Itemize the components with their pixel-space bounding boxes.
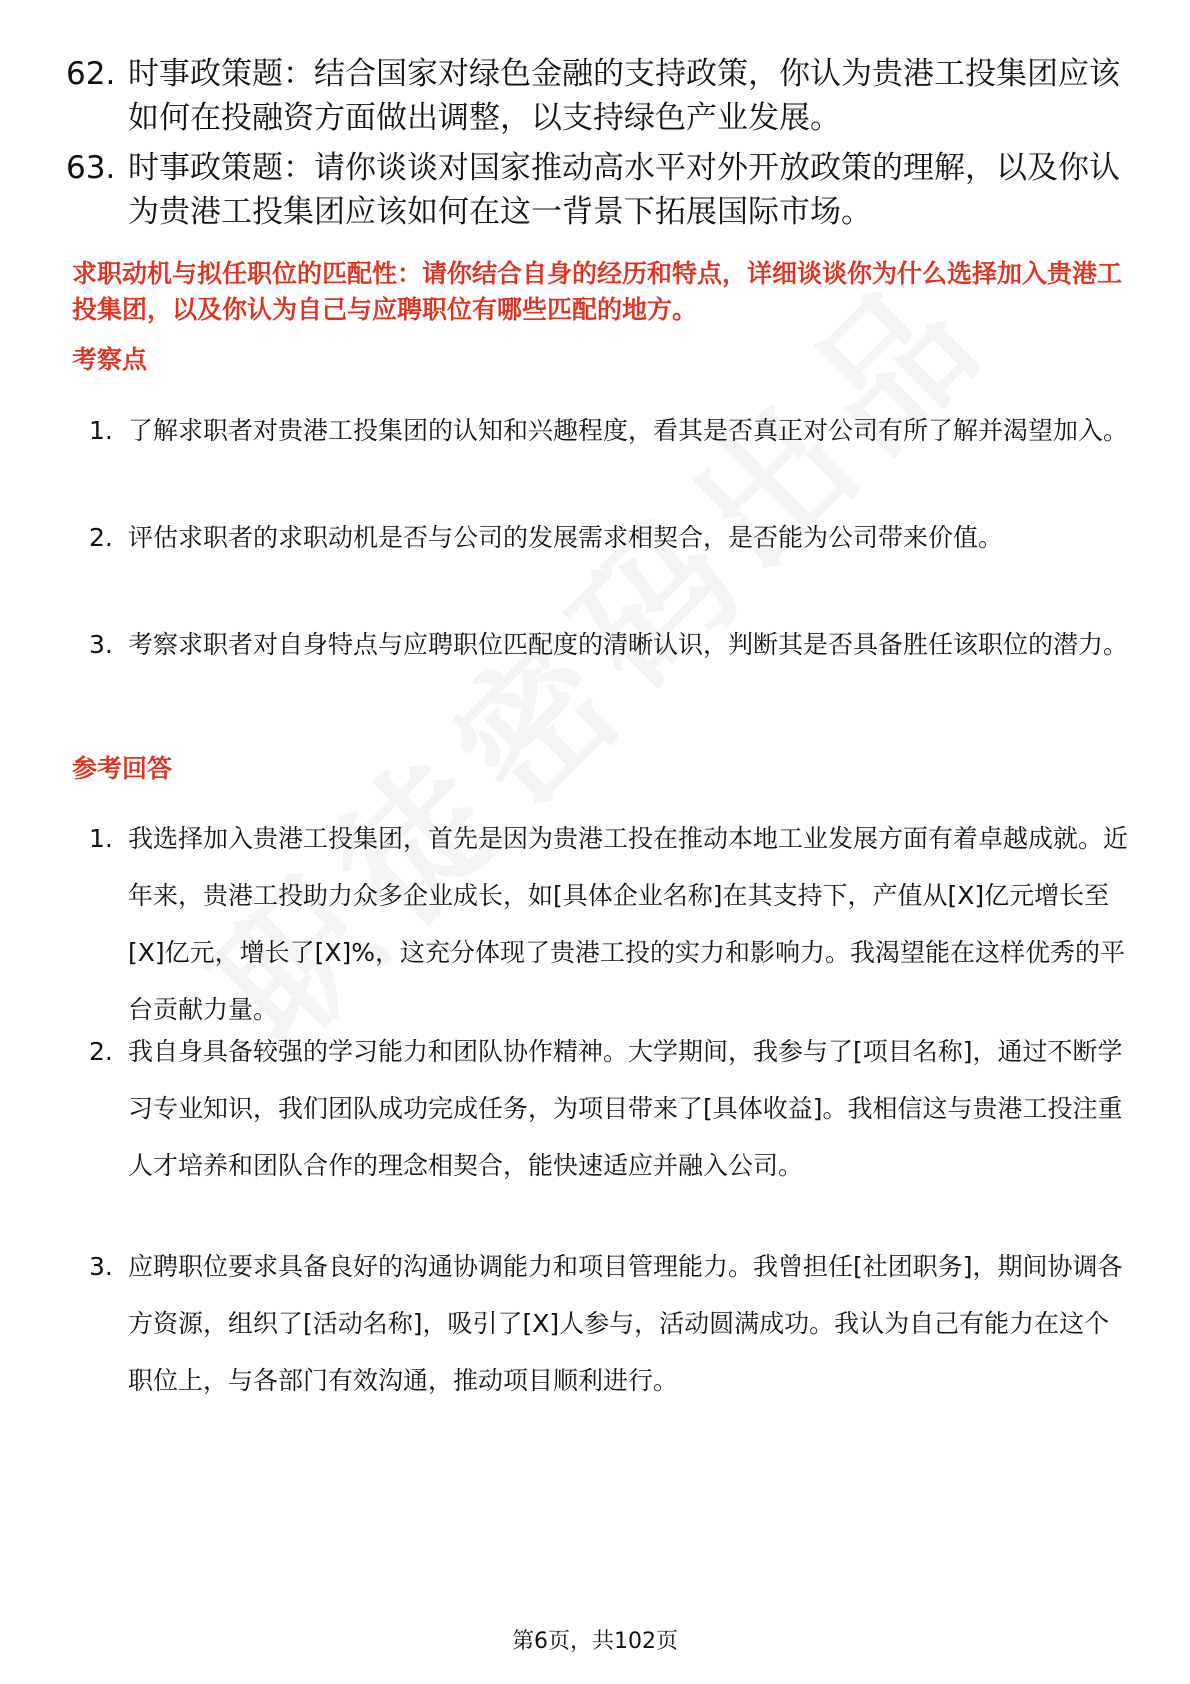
question-text: 时事政策题：请你谈谈对国家推动高水平对外开放政策的理解，以及你认为贵港工投集团应该如何在这一背景下拓展国际市场。	[128, 150, 1120, 230]
item-number: 1.	[89, 416, 113, 445]
assessment-label: 考察点	[72, 345, 148, 374]
question-text: 时事政策题：结合国家对绿色金融的支持政策，你认为贵港工投集团应该如何在投融资方面做出调整，以支持绿色产业发展。	[128, 56, 1120, 136]
item-number: 1.	[89, 824, 113, 853]
page-footer: 第6页，共102页	[512, 1629, 678, 1654]
reference-label: 参考回答	[72, 754, 173, 783]
question-number: 62.	[66, 56, 116, 92]
item-text: 我选择加入贵港工投集团，首先是因为贵港工投在推动本地工业发展方面有着卓越成就。近年来，贵港工投助力众多企业成长，如[具体企业名称]在其支持下，产值从[X]亿元增长至[X]亿元，增长了[X]%，这充分体现了贵港工投的实力和影响力。我渴望能在这样优秀的平台贡献力量。	[128, 824, 1129, 1024]
item-text: 评估求职者的求职动机是否与公司的发展需求相契合，是否能为公司带来价值。	[128, 523, 1004, 552]
item-number: 2.	[89, 523, 113, 552]
item-text: 应聘职位要求具备良好的沟通协调能力和项目管理能力。我曾担任[社团职务]，期间协调各方资源，组织了[活动名称]，吸引了[X]人参与，活动圆满成功。我认为自己有能力在这个职位上，与各部门有效沟通，推动项目顺利进行。	[128, 1252, 1123, 1395]
item-text: 考察求职者对自身特点与应聘职位匹配度的清晰认识，判断其是否具备胜任该职位的潜力。	[128, 630, 1129, 659]
item-number: 3.	[89, 630, 113, 659]
motivation-question: 求职动机与拟任职位的匹配性：请你结合自身的经历和特点，详细谈谈你为什么选择加入贵港工投集团，以及你认为自己与应聘职位有哪些匹配的地方。	[72, 259, 1123, 324]
question-number: 63.	[66, 150, 116, 186]
item-text: 了解求职者对贵港工投集团的认知和兴趣程度，看其是否真正对公司有所了解并渴望加入。	[128, 416, 1129, 445]
item-text: 我自身具备较强的学习能力和团队协作精神。大学期间，我参与了[项目名称]，通过不断学习专业知识，我们团队成功完成任务，为项目带来了[具体收益]。我相信这与贵港工投注重人才培养和团队合作的理念相契合，能快速适应并融入公司。	[128, 1037, 1123, 1180]
item-number: 2.	[89, 1037, 113, 1066]
item-number: 3.	[89, 1252, 113, 1281]
